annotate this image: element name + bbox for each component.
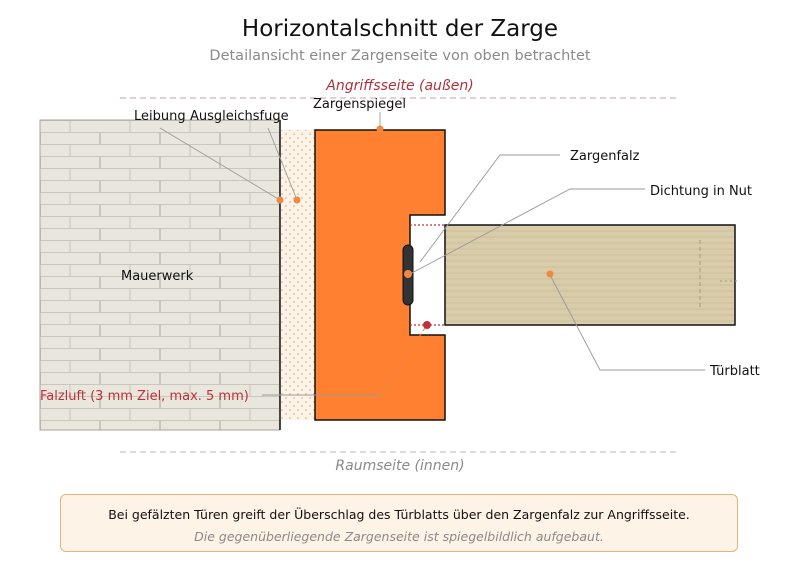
label-falzluft: Falzluft (3 mm Ziel, max. 5 mm) <box>40 389 249 404</box>
page-title: Horizontalschnitt der Zarge <box>241 16 559 42</box>
label-leibung: Leibung <box>134 109 186 124</box>
dichtung-marker <box>404 270 412 278</box>
door-frame-profile <box>315 130 445 420</box>
label-zargenspiegel: Zargenspiegel <box>313 97 406 112</box>
label-zargenfalz: Zargenfalz <box>570 149 640 164</box>
door-leaf <box>445 225 735 325</box>
leibung-marker <box>277 197 284 204</box>
note-secondary-text: Die gegenüberliegende Zargenseite ist spiegelbildlich aufgebaut. <box>194 529 604 544</box>
info-note <box>60 494 738 552</box>
label-tuerblatt: Türblatt <box>710 364 760 379</box>
tuerblatt-marker <box>547 271 554 278</box>
side-label-inside: Raumseite (innen) <box>335 458 465 474</box>
side-label-outside: Angriffsseite (außen) <box>326 78 474 94</box>
label-mauerwerk: Mauerwerk <box>121 269 194 284</box>
note-main-text: Bei gefälzten Türen greift der Überschlag des Türblatts über den Zargenfalz zur Angriffsseite. <box>108 507 690 522</box>
label-ausgleichsfuge: Ausgleichsfuge <box>190 109 289 124</box>
zargenspiegel-marker <box>377 126 384 133</box>
page-subtitle: Detailansicht einer Zargenseite von oben betrachtet <box>209 48 591 64</box>
label-dichtung: Dichtung in Nut <box>650 184 753 199</box>
ausgleichsfuge-marker <box>294 197 301 204</box>
falzluft-marker <box>423 321 431 329</box>
